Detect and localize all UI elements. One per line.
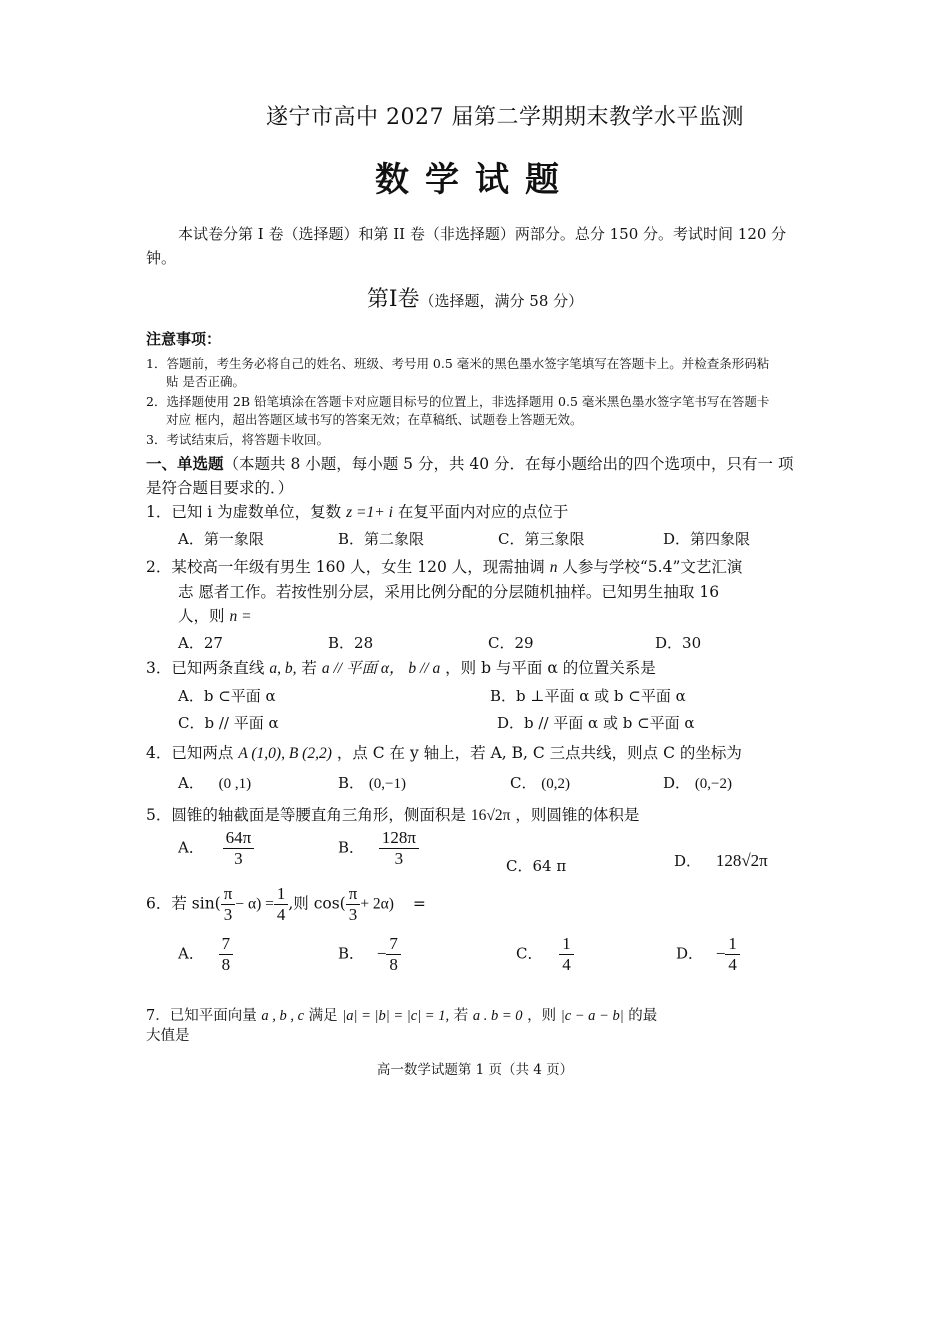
- q5-text: 5．圆锥的轴截面是等腰直角三角形，侧面积是: [146, 806, 466, 824]
- q5-option-d: [674, 850, 768, 871]
- option-letter: B．: [338, 774, 365, 792]
- notes-heading: 注意事项：: [146, 330, 222, 348]
- q6-text-mid: ,则 cos(: [288, 894, 346, 913]
- q2-option-d: D．30: [655, 634, 702, 652]
- numerator: 128π: [379, 828, 419, 849]
- q6-option-b: [338, 934, 401, 975]
- option-letter: C．: [516, 944, 543, 963]
- q3-math-1: a, b,: [269, 660, 297, 677]
- option-value: (0,−2): [694, 776, 733, 792]
- section-desc: （本题共 8 小题，每小题 5 分，共 40 分．在每小题给出的四个选项中，只有一 项是符合题目要求的．）: [146, 455, 794, 497]
- note-text-cont: 贴 是否正确。: [166, 374, 245, 389]
- numerator: π: [346, 884, 361, 905]
- q5-text-end: ，则圆锥的体积是: [515, 806, 640, 824]
- q6-c-fraction: [559, 934, 574, 975]
- q3-option-a: A．b ⊂平面 α: [178, 687, 276, 705]
- denominator: 4: [728, 955, 737, 974]
- q5-a-fraction: [223, 828, 255, 869]
- q1-option-c: C．第三象限: [498, 530, 585, 548]
- denominator: 8: [389, 955, 398, 974]
- q1-option-d: D．第四象限: [663, 530, 751, 548]
- question-3-stem: [146, 656, 656, 678]
- exam-title: 数学试题: [375, 160, 575, 200]
- q5-b-fraction: [379, 828, 419, 869]
- q2-option-b: B．28: [328, 634, 374, 652]
- numerator: 1: [725, 934, 740, 955]
- q7-text-mid-3: ，则: [527, 1008, 557, 1024]
- section-label: 一、单选题: [146, 454, 224, 473]
- question-7-stem: [146, 1004, 657, 1025]
- option-value: 128√2π: [715, 851, 768, 870]
- option-letter: B．: [338, 944, 365, 963]
- denominator: 3: [223, 905, 233, 924]
- q6-option-a: [178, 934, 233, 975]
- q2-line-3: [178, 604, 252, 626]
- q1-text: 1．已知 i 为虚数单位，复数: [146, 503, 342, 521]
- option-letter: D．: [676, 944, 704, 963]
- q7-vectors: a , b , c: [261, 1008, 305, 1024]
- q3-text: 3．已知两条直线: [146, 659, 265, 677]
- note-text-cont: 对应 框内，超出答题区域书写的答案无效；在草稿纸、试题卷上答题无效。: [166, 412, 583, 427]
- question-4-stem: [146, 741, 742, 763]
- denominator: 3: [394, 849, 404, 868]
- q7-text-mid: 满足: [308, 1008, 338, 1024]
- q4-math: A (1,0), B (2,2): [238, 745, 332, 762]
- question-5-stem: [146, 803, 639, 825]
- q7-text: 7．已知平面向量: [146, 1008, 257, 1024]
- q6-math-1: − α) =: [235, 895, 274, 913]
- option-letter: D．: [674, 852, 702, 870]
- q6-option-c: [516, 934, 574, 975]
- q2-text: 2．某校高一年级有男生 160 人，女生 120 人，现需抽调: [146, 558, 545, 576]
- minus-sign: −: [715, 943, 726, 963]
- q3-option-b: B．b ⊥平面 α 或 b ⊂平面 α: [490, 687, 686, 705]
- q3-text-end: ，则 b 与平面 α 的位置关系是: [445, 659, 656, 677]
- option-letter: C．: [510, 774, 537, 792]
- option-value: (0 ,1): [218, 776, 252, 792]
- denominator: 8: [221, 955, 231, 974]
- question-6-stem: [146, 884, 426, 925]
- volume-heading: [0, 282, 950, 313]
- q4-option-a: [178, 772, 251, 793]
- q6-math-3: + 2α): [360, 895, 394, 913]
- numerator: 1: [274, 884, 289, 905]
- q5-option-b: [338, 828, 419, 869]
- option-value: (0,2): [541, 776, 571, 792]
- volume-title: 第Ⅰ卷: [366, 287, 420, 312]
- exam-header: 遂宁市高中 2027 届第二学期期末教学水平监测: [266, 105, 744, 130]
- q1-option-a: A．第一象限: [178, 530, 264, 548]
- q6-text: 6．若 sin(: [146, 894, 221, 913]
- q4-option-c: [510, 772, 570, 793]
- numerator: 1: [559, 934, 574, 955]
- option-letter: A．: [178, 774, 204, 792]
- minus-sign: −: [376, 943, 387, 963]
- q6-equals: =: [412, 894, 426, 913]
- q4-option-d: [663, 772, 732, 793]
- note-item: [146, 431, 806, 449]
- note-text: 2．选择题使用 2B 铅笔填涂在答题卡对应题目标号的位置上，非选择题用 0.5 毫米黑色墨水签字笔书写在答题卡: [146, 394, 770, 409]
- q6-option-d: [676, 934, 740, 975]
- section-heading: [146, 452, 806, 500]
- page-footer: 高一数学试题第 1 页（共 4 页）: [376, 1062, 574, 1078]
- q6-b-fraction: [386, 934, 401, 975]
- numerator: 64π: [223, 828, 255, 849]
- exam-intro: 本试卷分第 I 卷（选择题）和第 II 卷（非选择题）两部分。总分 150 分。考试时间 120 分钟。: [146, 225, 787, 267]
- q1-text-end: 在复平面内对应的点位于: [397, 503, 569, 521]
- q5-option-c: C．64 π: [506, 857, 567, 875]
- option-letter: B．: [338, 838, 365, 857]
- denominator: 4: [562, 955, 571, 974]
- option-value: (0,−1): [368, 776, 407, 792]
- q6-frac-1: [221, 884, 236, 925]
- q3-option-d: D．b // 平面 α 或 b ⊂平面 α: [497, 714, 695, 732]
- q7-condition-2: a . b = 0: [472, 1008, 523, 1024]
- q7-expression: |c − a − b|: [560, 1008, 624, 1024]
- q5-math: 16√2π: [470, 807, 511, 824]
- denominator: 3: [348, 905, 358, 924]
- q2-option-a: A．27: [178, 634, 223, 652]
- q5-option-a: [178, 828, 254, 869]
- q2-var-n: n: [549, 559, 558, 576]
- note-text: 1．答题前，考生务必将自己的姓名、班级、考号用 0.5 毫米的黑色墨水签字笔填写在答题卡上。并检查条形码粘: [146, 356, 770, 371]
- q6-d-fraction: [725, 934, 740, 975]
- q1-math: z =1+ i: [346, 504, 393, 521]
- q6-frac-3: [346, 884, 361, 925]
- q4-text: 4．已知两点: [146, 744, 234, 762]
- q7-text-mid-2: 若: [453, 1008, 469, 1024]
- q3-math-2: a // 平面 α， b // a: [321, 660, 441, 677]
- numerator: 7: [386, 934, 401, 955]
- q6-frac-2: [274, 884, 289, 925]
- option-letter: D．: [663, 774, 691, 792]
- q3-option-c: C．b // 平面 α: [178, 714, 279, 732]
- question-1-stem: [146, 500, 568, 522]
- q2-line-2: 志 愿者工作。若按性别分层，采用比例分配的分层随机抽样。已知男生抽取 16: [178, 583, 720, 601]
- q2-text-b: 人参与学校“5.4”文艺汇演: [562, 558, 743, 576]
- q2-math: n =: [229, 608, 252, 625]
- q7-line-2: 大值是: [146, 1028, 190, 1044]
- q6-a-fraction: [219, 934, 234, 975]
- q2-text-c: 人，则: [178, 607, 225, 625]
- question-2-stem: [146, 555, 742, 577]
- denominator: 3: [234, 849, 243, 868]
- note-item: [146, 355, 806, 391]
- option-letter: A．: [178, 838, 204, 857]
- q4-text-end: ，点 C 在 y 轴上，若 A, B, C 三点共线，则点 C 的坐标为: [336, 744, 742, 762]
- option-letter: A．: [178, 944, 204, 963]
- note-text: 3．考试结束后，将答题卡收回。: [146, 432, 329, 447]
- q3-text-mid: 若: [301, 659, 317, 677]
- denominator: 4: [276, 905, 286, 924]
- q4-option-b: [338, 772, 406, 793]
- q7-condition-1: |a| = |b| = |c| = 1,: [342, 1008, 450, 1024]
- q2-option-c: C．29: [488, 634, 534, 652]
- numerator: π: [221, 884, 236, 905]
- q7-text-end: 的最: [628, 1008, 658, 1024]
- numerator: 7: [219, 934, 234, 955]
- note-item: [146, 393, 806, 429]
- q1-option-b: B．第二象限: [338, 530, 425, 548]
- volume-subtitle: （选择题，满分 58 分）: [419, 292, 584, 310]
